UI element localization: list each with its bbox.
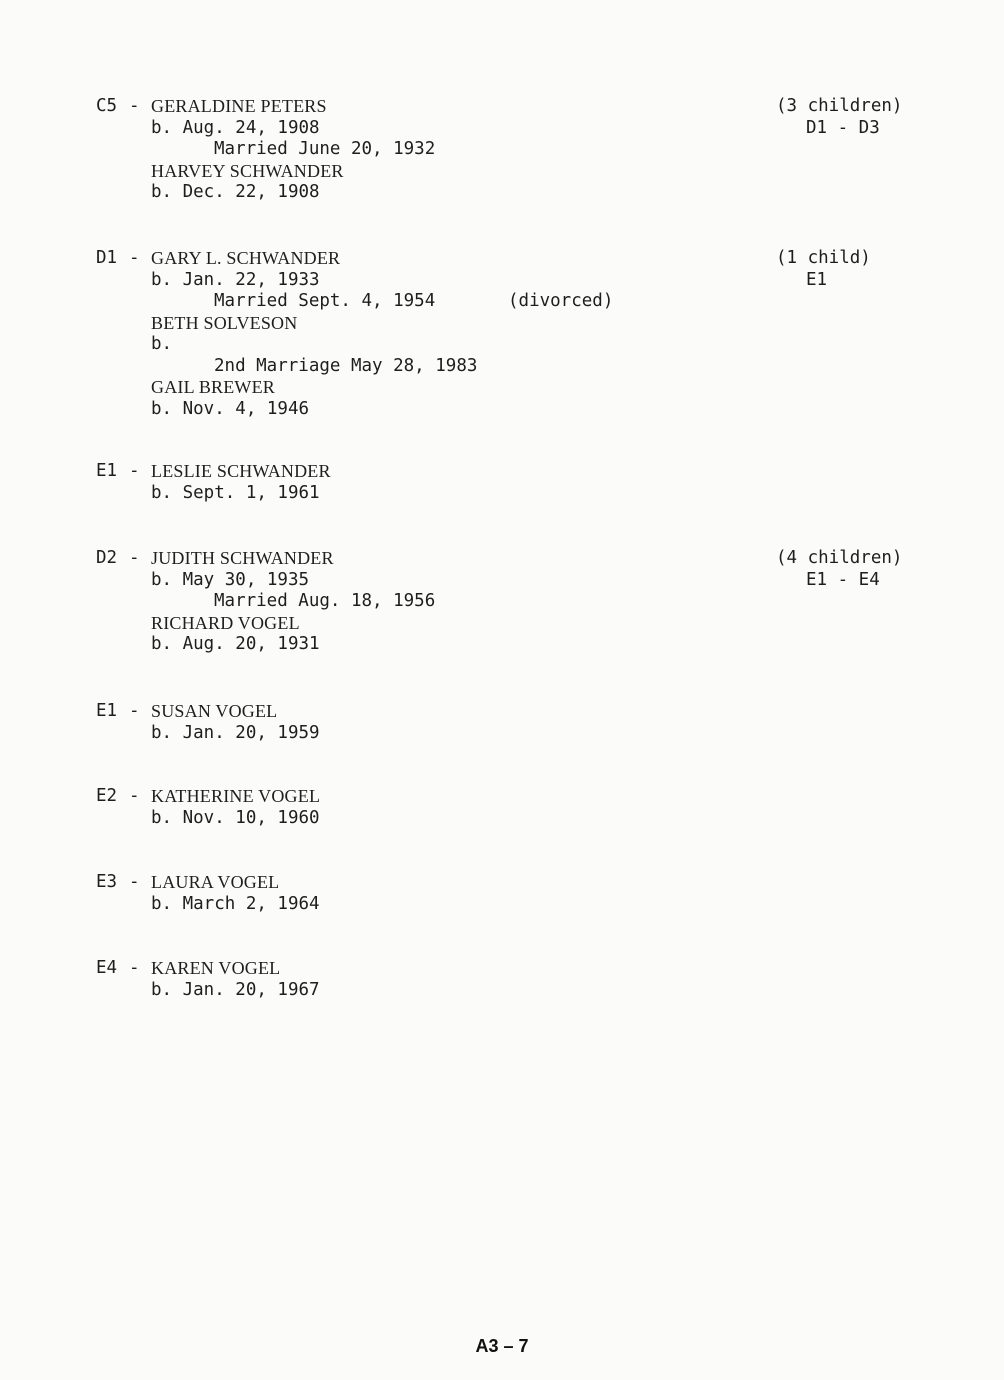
- entry-dash: -: [129, 548, 140, 568]
- genealogy-entry-e1-leslie: [96, 461, 936, 504]
- person-name: GARY L. SCHWANDER: [151, 248, 341, 268]
- entry-code: E1: [96, 701, 118, 721]
- children-range: E1: [806, 269, 828, 290]
- entry-dash: -: [129, 96, 140, 116]
- page-number: A3 – 7: [475, 1336, 529, 1356]
- genealogy-entry-e4: [96, 958, 936, 1001]
- children-count: (1 child): [776, 248, 871, 268]
- person-name: GERALDINE PETERS: [151, 96, 327, 116]
- person-name: KAREN VOGEL: [151, 958, 281, 978]
- birth-date: b. Jan. 22, 1933: [151, 269, 320, 290]
- person-name: KATHERINE VOGEL: [151, 786, 321, 806]
- marriage-date: Married Sept. 4, 1954: [214, 291, 436, 311]
- birth-date: b. March 2, 1964: [151, 893, 320, 914]
- entry-code: D2: [96, 548, 118, 568]
- marriage-note: (divorced): [508, 291, 614, 311]
- entry-code: D1: [96, 248, 118, 268]
- genealogy-entry-c5: [96, 96, 936, 204]
- spouse-name: BETH SOLVESON: [151, 312, 298, 333]
- entry-code: E3: [96, 872, 118, 892]
- entry-code: E4: [96, 958, 118, 978]
- spouse-birth-date: b. Dec. 22, 1908: [151, 182, 320, 202]
- second-spouse-name: GAIL BREWER: [151, 377, 276, 397]
- entry-dash: -: [129, 872, 140, 892]
- person-name: SUSAN VOGEL: [151, 701, 278, 721]
- second-marriage-date: 2nd Marriage May 28, 1983: [214, 355, 478, 376]
- genealogy-entry-d1: [96, 248, 936, 420]
- person-name: LAURA VOGEL: [151, 872, 280, 892]
- genealogy-entry-e2: [96, 786, 936, 829]
- birth-date: b. May 30, 1935: [151, 569, 310, 590]
- spouse-name: HARVEY SCHWANDER: [151, 160, 344, 181]
- children-range: E1 - E4: [806, 569, 880, 590]
- genealogy-entry-e1-susan: [96, 701, 936, 744]
- entry-dash: -: [129, 701, 140, 721]
- entry-dash: -: [129, 461, 140, 481]
- entry-code: E2: [96, 786, 118, 806]
- birth-date: b. Sept. 1, 1961: [151, 482, 320, 503]
- birth-date: b. Nov. 10, 1960: [151, 807, 320, 828]
- second-spouse-birth-date: b. Nov. 4, 1946: [151, 398, 310, 419]
- marriage-date: Married Aug. 18, 1956: [214, 591, 436, 611]
- spouse-name: RICHARD VOGEL: [151, 612, 300, 633]
- spouse-birth-date: b.: [151, 334, 173, 354]
- entry-dash: -: [129, 248, 140, 268]
- entry-dash: -: [129, 786, 140, 806]
- birth-date: b. Jan. 20, 1967: [151, 979, 320, 1000]
- birth-date: b. Aug. 24, 1908: [151, 117, 320, 138]
- person-name: LESLIE SCHWANDER: [151, 461, 331, 481]
- children-count: (3 children): [776, 96, 903, 116]
- children-range: D1 - D3: [806, 117, 880, 138]
- genealogy-entry-d2: [96, 548, 936, 656]
- birth-date: b. Jan. 20, 1959: [151, 722, 320, 743]
- entry-code: C5: [96, 96, 118, 116]
- genealogy-entry-e3: [96, 872, 936, 915]
- spouse-birth-date: b. Aug. 20, 1931: [151, 634, 320, 654]
- entry-dash: -: [129, 958, 140, 978]
- person-name: JUDITH SCHWANDER: [151, 548, 334, 568]
- marriage-date: Married June 20, 1932: [214, 139, 436, 159]
- children-count: (4 children): [776, 548, 903, 568]
- entry-code: E1: [96, 461, 118, 481]
